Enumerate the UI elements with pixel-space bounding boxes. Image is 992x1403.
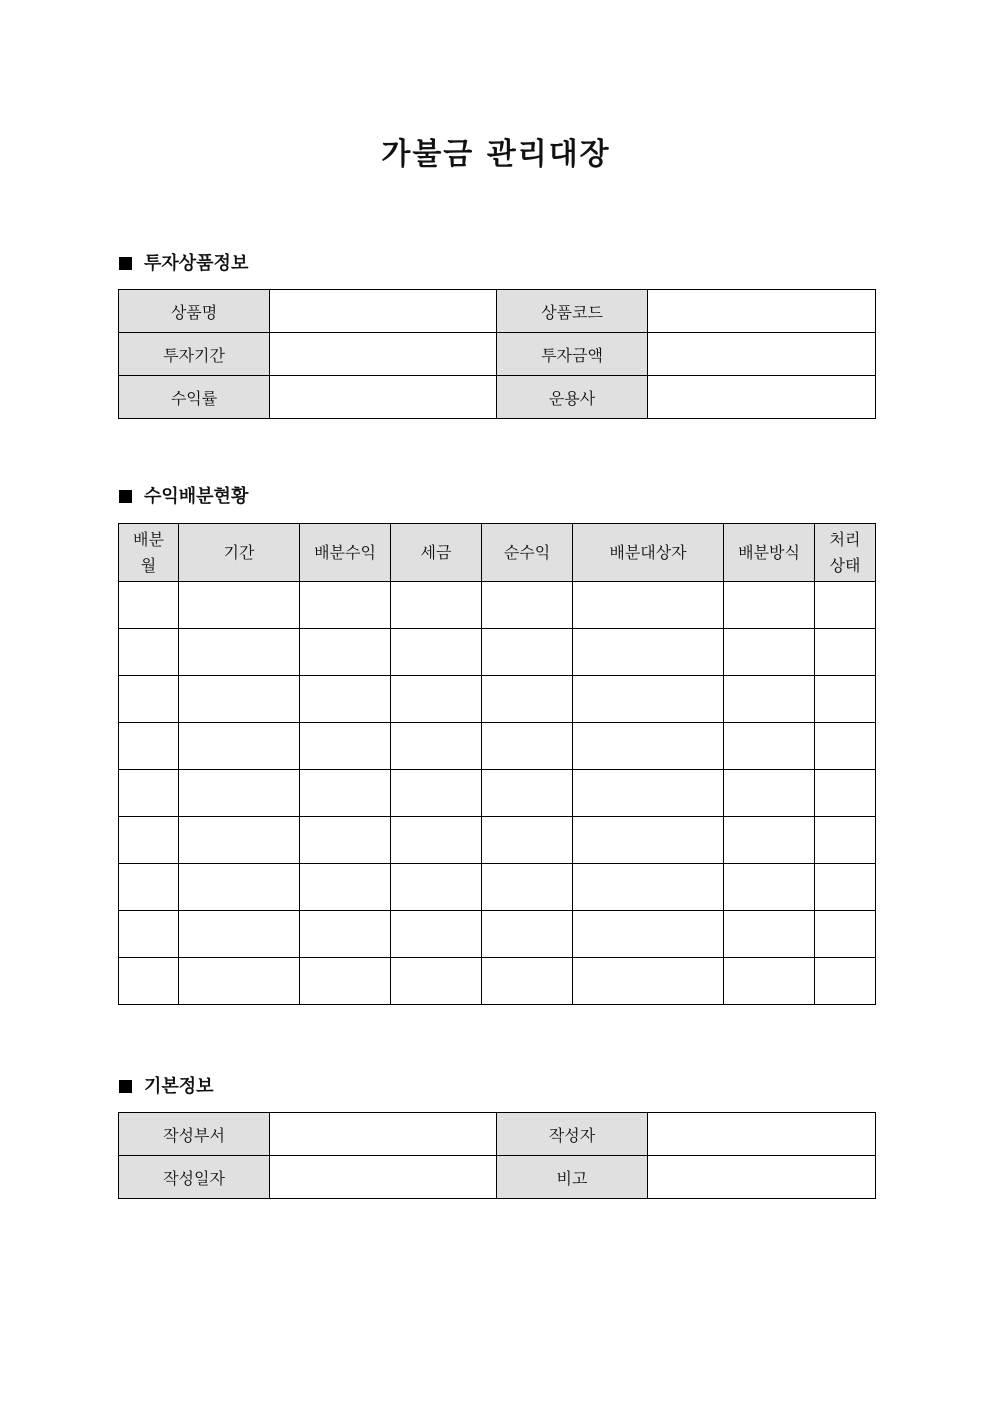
field-label: 비고 [497, 1156, 648, 1199]
table-row [119, 376, 876, 419]
table-cell[interactable] [482, 582, 573, 629]
table-cell[interactable] [573, 958, 724, 1005]
table-cell[interactable] [482, 676, 573, 723]
table-cell[interactable] [179, 582, 300, 629]
column-header: 배분대상자 [573, 524, 724, 582]
field-label: 상품명 [119, 290, 270, 333]
table-cell[interactable] [179, 770, 300, 817]
table-cell[interactable] [300, 911, 391, 958]
table-cell[interactable] [724, 864, 815, 911]
table-cell[interactable] [724, 817, 815, 864]
table-cell[interactable] [724, 629, 815, 676]
table-cell[interactable] [391, 723, 482, 770]
table-row [119, 333, 876, 376]
column-header: 배분수익 [300, 524, 391, 582]
table-cell[interactable] [391, 676, 482, 723]
table-cell[interactable] [815, 676, 876, 723]
table-cell[interactable] [815, 582, 876, 629]
table-row [119, 1156, 876, 1199]
table-row [119, 629, 876, 676]
table-cell[interactable] [300, 817, 391, 864]
field-label: 수익률 [119, 376, 270, 419]
table-cell[interactable] [815, 911, 876, 958]
column-header-line: 처리 상태 [829, 529, 861, 575]
table-cell[interactable] [573, 911, 724, 958]
investment-period-field[interactable] [270, 333, 497, 376]
table-cell[interactable] [391, 770, 482, 817]
table-cell[interactable] [815, 817, 876, 864]
table-row [119, 958, 876, 1005]
author-field[interactable] [648, 1113, 876, 1156]
square-bullet-icon [119, 490, 132, 503]
column-header: 배분방식 [724, 524, 815, 582]
yield-rate-field[interactable] [270, 376, 497, 419]
column-header: 기간 [179, 524, 300, 582]
section-heading-label: 수익배분현황 [144, 486, 249, 507]
table-row [119, 676, 876, 723]
table-cell[interactable] [179, 864, 300, 911]
field-label: 상품코드 [497, 290, 648, 333]
table-cell[interactable] [573, 770, 724, 817]
table-cell[interactable] [179, 911, 300, 958]
table-row [119, 911, 876, 958]
table-cell[interactable] [815, 958, 876, 1005]
table-row [119, 770, 876, 817]
table-header-row [119, 524, 876, 582]
section-heading-label: 기본정보 [144, 1076, 214, 1097]
table-cell[interactable] [482, 958, 573, 1005]
table-cell[interactable] [119, 817, 179, 864]
table-cell[interactable] [179, 723, 300, 770]
table-cell[interactable] [724, 911, 815, 958]
table-row [119, 864, 876, 911]
table-cell[interactable] [119, 958, 179, 1005]
table-cell[interactable] [815, 629, 876, 676]
basic-info-table [118, 1112, 876, 1199]
table-cell[interactable] [482, 864, 573, 911]
table-cell[interactable] [815, 864, 876, 911]
table-cell[interactable] [724, 723, 815, 770]
square-bullet-icon [119, 257, 132, 270]
table-cell[interactable] [573, 676, 724, 723]
table-cell[interactable] [300, 582, 391, 629]
column-header-line: 배분 월 [133, 529, 164, 575]
table-cell[interactable] [119, 629, 179, 676]
product-code-field[interactable] [648, 290, 876, 333]
table-cell[interactable] [179, 676, 300, 723]
table-row [119, 1113, 876, 1156]
table-cell[interactable] [119, 864, 179, 911]
table-cell[interactable] [119, 911, 179, 958]
field-label: 작성부서 [119, 1113, 270, 1156]
table-cell[interactable] [300, 723, 391, 770]
table-cell[interactable] [573, 723, 724, 770]
table-cell[interactable] [300, 676, 391, 723]
table-row [119, 290, 876, 333]
table-cell[interactable] [724, 676, 815, 723]
table-cell[interactable] [815, 723, 876, 770]
section-heading-label: 투자상품정보 [144, 253, 249, 274]
table-cell[interactable] [300, 958, 391, 1005]
column-header [119, 524, 179, 582]
table-cell[interactable] [179, 817, 300, 864]
field-label: 작성일자 [119, 1156, 270, 1199]
table-cell[interactable] [391, 911, 482, 958]
section-heading-product [119, 252, 248, 276]
table-row [119, 723, 876, 770]
department-field[interactable] [270, 1113, 497, 1156]
date-field[interactable] [270, 1156, 497, 1199]
table-cell[interactable] [724, 770, 815, 817]
product-name-field[interactable] [270, 290, 497, 333]
table-cell[interactable] [573, 629, 724, 676]
table-cell[interactable] [119, 676, 179, 723]
product-info-table [118, 289, 876, 419]
table-cell[interactable] [119, 723, 179, 770]
column-header [815, 524, 876, 582]
table-cell[interactable] [391, 629, 482, 676]
table-cell[interactable] [482, 723, 573, 770]
table-cell[interactable] [482, 911, 573, 958]
column-header: 세금 [391, 524, 482, 582]
section-heading-distribution [119, 485, 248, 509]
investment-amount-field[interactable] [648, 333, 876, 376]
field-label: 투자금액 [497, 333, 648, 376]
table-row [119, 582, 876, 629]
remarks-field[interactable] [648, 1156, 876, 1199]
table-cell[interactable] [179, 958, 300, 1005]
table-cell[interactable] [482, 629, 573, 676]
square-bullet-icon [119, 1080, 132, 1093]
column-header: 순수익 [482, 524, 573, 582]
table-cell[interactable] [391, 582, 482, 629]
table-cell[interactable] [119, 582, 179, 629]
section-heading-basic [119, 1075, 214, 1099]
page-title: 가불금 관리대장 [381, 137, 611, 172]
table-cell[interactable] [391, 958, 482, 1005]
table-cell[interactable] [724, 958, 815, 1005]
table-row [119, 817, 876, 864]
table-cell[interactable] [300, 629, 391, 676]
table-cell[interactable] [300, 864, 391, 911]
table-cell[interactable] [573, 582, 724, 629]
table-cell[interactable] [391, 817, 482, 864]
table-cell[interactable] [179, 629, 300, 676]
field-label: 작성자 [497, 1113, 648, 1156]
table-cell[interactable] [724, 582, 815, 629]
table-cell[interactable] [482, 770, 573, 817]
table-cell[interactable] [482, 817, 573, 864]
table-cell[interactable] [119, 770, 179, 817]
table-cell[interactable] [815, 770, 876, 817]
table-cell[interactable] [573, 864, 724, 911]
distribution-table [118, 523, 876, 1005]
table-cell[interactable] [300, 770, 391, 817]
table-cell[interactable] [391, 864, 482, 911]
field-label: 투자기간 [119, 333, 270, 376]
field-label: 운용사 [497, 376, 648, 419]
asset-manager-field[interactable] [648, 376, 876, 419]
table-cell[interactable] [573, 817, 724, 864]
